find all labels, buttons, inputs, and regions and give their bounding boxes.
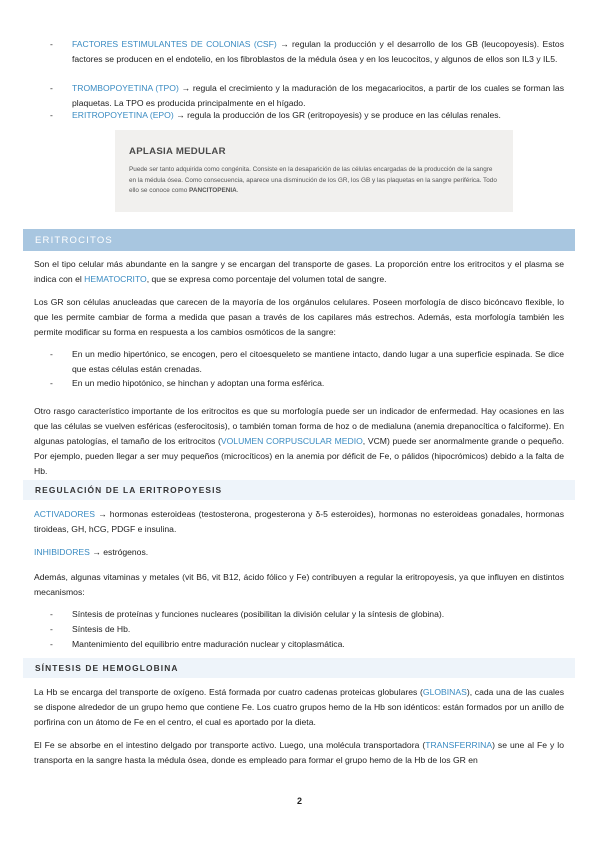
page-number: 2: [296, 796, 302, 806]
subsection-title: SÍNTESIS DE HEMOGLOBINA: [35, 663, 179, 673]
callout-title: APLASIA MEDULAR: [129, 146, 226, 157]
p2-list-item-2: En un medio hipotónico, se hinchan y adoptan una forma esférica.: [72, 378, 325, 388]
list-item-tpo: [72, 81, 564, 111]
text-epo: → regula la producción de los GR (eritropoyesis) y se produce en las células renales.: [173, 110, 501, 120]
paragraph-7: [34, 685, 564, 730]
term-tpo: TROMBOPOYETINA (TPO): [72, 83, 179, 93]
p6-list-item-1: Síntesis de proteínas y funciones nucleares (posibilitan la división celular y la síntesis de globina).: [72, 609, 445, 619]
callout-body: [129, 165, 499, 197]
subsection-title: REGULACIÓN DE LA ERITROPOYESIS: [35, 485, 223, 495]
p6-list-item-2: Síntesis de Hb.: [72, 624, 131, 634]
callout-box: [115, 130, 513, 212]
subsection-header: [23, 480, 575, 500]
p1-text-a: Son el tipo celular más abundante en la sangre y se encargan del transporte de gases. La proporción entre los eritrocitos y el plasma se indica con el: [34, 259, 564, 284]
term-csf: FACTORES ESTIMULANTES DE COLONIAS (CSF): [72, 39, 277, 49]
paragraph-8: [34, 738, 564, 768]
paragraph-3: [34, 404, 564, 479]
section-header: [23, 229, 575, 251]
p7-highlight: GLOBINAS: [422, 687, 467, 697]
list-dash: -: [50, 639, 53, 649]
p4-highlight: ACTIVADORES: [34, 509, 95, 519]
p8-highlight: TRANSFERRINA: [425, 740, 493, 750]
text-tpo: → regula el crecimiento y la maduración de los megacariocitos, a partir de los cuales se forman las plaquetas. La TPO es producida principalmente en el hígado.: [72, 83, 564, 108]
p2-list-item-1: En un medio hipertónico, se encogen, pero el citoesqueleto se mantiene intacto, dando lugar a una superficie espinada. Se dice que estas células están crenadas.: [72, 349, 564, 374]
p7-text-b: ), cada una de las cuales se dispone alrededor de un grupo hemo que contiene Fe. Los cuatro grupos hemo de la Hb son idénticos: están formados por un anillo de porfirina con un átomo de Fe en el centro, el cual es aportado por la dieta.: [34, 687, 564, 727]
list-dash: -: [50, 624, 53, 634]
paragraph-4: [34, 507, 564, 537]
text-csf: → regulan la producción y el desarrollo de los GB (leucopoyesis). Estos factores se producen en el endotelio, en los fibroblastos de la médula ósea y en los leucocitos, y algunos de ellos son IL3 y IL5.: [72, 39, 564, 64]
paragraph-6: Además, algunas vitaminas y metales (vit B6, vit B12, ácido fólico y Fe) contribuyen a regular la eritropoyesis, ya que influyen en distintos mecanismos:: [34, 572, 564, 597]
list-dash: -: [50, 83, 53, 93]
list-dash: -: [50, 110, 53, 120]
callout-strong: PANCITOPENIA: [189, 187, 237, 194]
term-epo: ERITROPOYETINA (EPO): [72, 110, 174, 120]
list-dash: -: [50, 609, 53, 619]
callout-text: Puede ser tanto adquirida como congénita. Consiste en la desaparición de las células encargadas de la producción de la sangre en la médula ósea. Como consecuencia, aparece una disminución de los GR, los GB y las plaquetas en la sangre periférica. Todo ello se conoce como: [129, 166, 497, 194]
paragraph-5: [34, 545, 564, 560]
list-item-epo: [72, 108, 564, 123]
p8-text-b: ) se une al Fe y lo transporta en la sangre hasta la médula ósea, donde es empleado para formar el grupo hemo de la Hb de los GR en: [34, 740, 564, 765]
list-dash: -: [50, 378, 53, 388]
p3-text-b: , VCM) puede ser anormalmente grande o pequeño. Por ejemplo, pueden llegar a ser muy pequeños (microcíticos) en la anemia por déficit de Fe, o pálidos (hipocrómicos) debido a la falta de Hb.: [34, 436, 565, 476]
p4-text: → hormonas esteroideas (testosterona, progesterona y δ-5 esteroides), hormonas no esteroideas gonadales, hormonas tiroideas, GH, hCG, PDGF e insulina.: [34, 509, 564, 534]
list-dash: -: [50, 39, 53, 49]
p5-text: → estrógenos.: [89, 547, 149, 557]
p3-text-a: Otro rasgo característico importante de los eritrocitos es que su morfología puede ser un indicador de enfermedad. Hay ocasiones en las que las células se vuelven esféricas (esferocitosis), o también toman forma de hoz o de medialuna (anemia drepanocítica o falciforme). En algunas patologías, el tamaño de los eritrocitos (: [34, 406, 564, 446]
p1-text-b: , que se expresa como porcentaje del volumen total de sangre.: [146, 274, 387, 284]
p7-text-a: La Hb se encarga del transporte de oxígeno. Está formada por cuatro cadenas proteicas globulares (: [34, 687, 423, 697]
section-title: ERITROCITOS: [35, 235, 113, 246]
paragraph-1: [34, 257, 564, 287]
callout-end: .: [236, 187, 239, 194]
p3-highlight: VOLUMEN CORPUSCULAR MEDIO: [220, 436, 363, 446]
p8-text-a: El Fe se absorbe en el intestino delgado por transporte activo. Luego, una molécula transportadora (: [34, 740, 426, 750]
p5-highlight: INHIBIDORES: [34, 547, 90, 557]
list-item-csf: [72, 37, 564, 67]
p1-highlight: HEMATOCRITO: [84, 274, 147, 284]
list-dash: -: [50, 349, 53, 359]
subsection-header: [23, 658, 575, 678]
paragraph-2: Los GR son células anucleadas que carecen de la mayoría de los orgánulos celulares. Poseen morfología de disco bicóncavo flexible, lo que les permite cambiar de forma a medida que pasan a través de los capilares más estrechos. Además, esta morfología también les permite modificar su forma en respuesta a los cambios osmóticos de la sangre:: [34, 297, 564, 337]
p6-list-item-3: Mantenimiento del equilibrio entre maduración nuclear y citoplasmática.: [72, 639, 345, 649]
